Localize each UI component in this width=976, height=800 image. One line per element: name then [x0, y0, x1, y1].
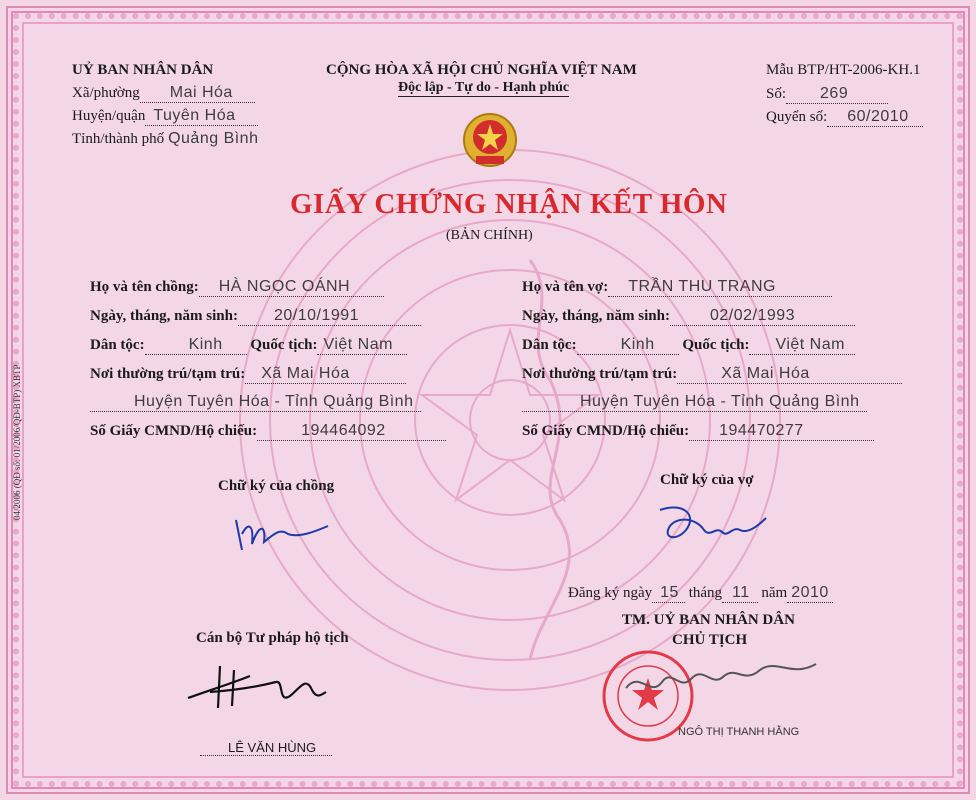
wife-residence-row	[522, 365, 902, 384]
husband-name-row	[90, 278, 384, 297]
wife-ethnic-value: Kinh	[577, 336, 679, 355]
number-row	[766, 85, 888, 104]
officer-signature	[180, 656, 330, 722]
husband-dob-label: Ngày, tháng, năm sinh:	[90, 308, 238, 324]
province-value: Quảng Bình	[168, 130, 259, 147]
husband-signature	[228, 508, 338, 556]
registration-date	[568, 584, 833, 603]
officer-name: LÊ VĂN HÙNG	[200, 740, 332, 756]
number-value: 269	[786, 85, 888, 104]
registration-month-label: tháng	[688, 585, 723, 601]
husband-residence-label: Nơi thường trú/tạm trú:	[90, 366, 246, 382]
district-row	[72, 107, 258, 126]
book-label: Quyển số:	[766, 109, 828, 125]
chair-committee: TM. UỶ BAN NHÂN DÂN	[622, 612, 795, 628]
wife-dob-label: Ngày, tháng, năm sinh:	[522, 308, 670, 324]
book-value: 60/2010	[827, 108, 922, 127]
province-label: Tỉnh/thành phố	[72, 131, 165, 147]
chair-signature	[620, 648, 820, 718]
registration-year-value: 2010	[787, 584, 833, 603]
husband-nationality-label: Quốc tịch:	[250, 337, 318, 353]
wife-signature	[652, 496, 772, 552]
district-label: Huyện/quận	[72, 108, 146, 124]
husband-ethnic-label: Dân tộc:	[90, 337, 145, 353]
registration-day-value: 15	[652, 584, 685, 603]
husband-ethnic-row	[90, 336, 407, 355]
husband-residence-line2-row	[90, 393, 421, 412]
husband-name-label: Họ và tên chồng:	[90, 279, 199, 295]
wife-nationality-value: Việt Nam	[749, 336, 855, 355]
wife-id-row	[522, 422, 874, 441]
wife-ethnic-row	[522, 336, 855, 355]
issuer-committee: UỶ BAN NHÂN DÂN	[72, 62, 214, 78]
husband-residence-row	[90, 365, 406, 384]
husband-id-row	[90, 422, 446, 441]
chair-role: CHỦ TỊCH	[672, 632, 748, 648]
wife-residence-line2-row	[522, 393, 867, 412]
husband-id-label: Số Giấy CMND/Hộ chiếu:	[90, 423, 258, 439]
side-form-note: 04/2006 (QĐ số: 01/2006/QĐ-BTP) XBTP	[12, 364, 22, 520]
district-value: Tuyên Hóa	[145, 107, 257, 126]
wife-id-label: Số Giấy CMND/Hộ chiếu:	[522, 423, 690, 439]
ward-value: Mai Hóa	[140, 84, 255, 103]
husband-id-value: 194464092	[257, 422, 446, 441]
officer-role: Cán bộ Tư pháp hộ tịch	[196, 630, 349, 646]
registration-day-label: Đăng ký ngày	[568, 585, 653, 601]
wife-residence-label: Nơi thường trú/tạm trú:	[522, 366, 678, 382]
registration-year-label: năm	[761, 585, 788, 601]
certificate-subtitle: (BẢN CHÍNH)	[446, 228, 533, 243]
republic-heading: CỘNG HÒA XÃ HỘI CHỦ NGHĨA VIỆT NAM	[326, 62, 637, 78]
wife-nationality-label: Quốc tịch:	[682, 337, 750, 353]
wife-name-value: TRẦN THU TRANG	[608, 278, 832, 297]
officer-name-row	[200, 740, 332, 757]
wife-residence-line1: Xã Mai Hóa	[677, 365, 902, 384]
husband-dob-value: 20/10/1991	[238, 307, 421, 326]
chair-name: NGÔ THỊ THANH HẰNG	[678, 726, 800, 738]
husband-signature-label: Chữ ký của chồng	[218, 478, 335, 494]
certificate-title: GIẤY CHỨNG NHẬN KẾT HÔN	[290, 188, 728, 220]
registration-month-value: 11	[722, 584, 758, 603]
province-row	[72, 130, 258, 148]
ward-label: Xã/phường	[72, 85, 140, 101]
form-code: Mẫu BTP/HT-2006-KH.1	[766, 62, 921, 78]
wife-name-label: Họ và tên vợ:	[522, 279, 609, 295]
wife-name-row	[522, 278, 832, 297]
wife-residence-line2: Huyện Tuyên Hóa - Tỉnh Quảng Bình	[522, 393, 867, 412]
wife-signature-label: Chữ ký của vợ	[660, 472, 754, 488]
husband-dob-row	[90, 307, 421, 326]
wife-dob-value: 02/02/1993	[670, 307, 855, 326]
wife-id-value: 194470277	[689, 422, 874, 441]
ward-row	[72, 84, 255, 103]
wife-dob-row	[522, 307, 855, 326]
motto: Độc lập - Tự do - Hạnh phúc	[398, 80, 570, 95]
book-row	[766, 108, 923, 127]
number-label: Số:	[766, 86, 787, 102]
husband-ethnic-value: Kinh	[145, 336, 247, 355]
husband-residence-line1: Xã Mai Hóa	[245, 365, 406, 384]
husband-nationality-value: Việt Nam	[317, 336, 407, 355]
husband-name-value: HÀ NGỌC OÁNH	[199, 278, 384, 297]
wife-ethnic-label: Dân tộc:	[522, 337, 577, 353]
national-emblem-icon	[462, 112, 518, 170]
husband-residence-line2: Huyện Tuyên Hóa - Tỉnh Quảng Bình	[90, 393, 421, 412]
